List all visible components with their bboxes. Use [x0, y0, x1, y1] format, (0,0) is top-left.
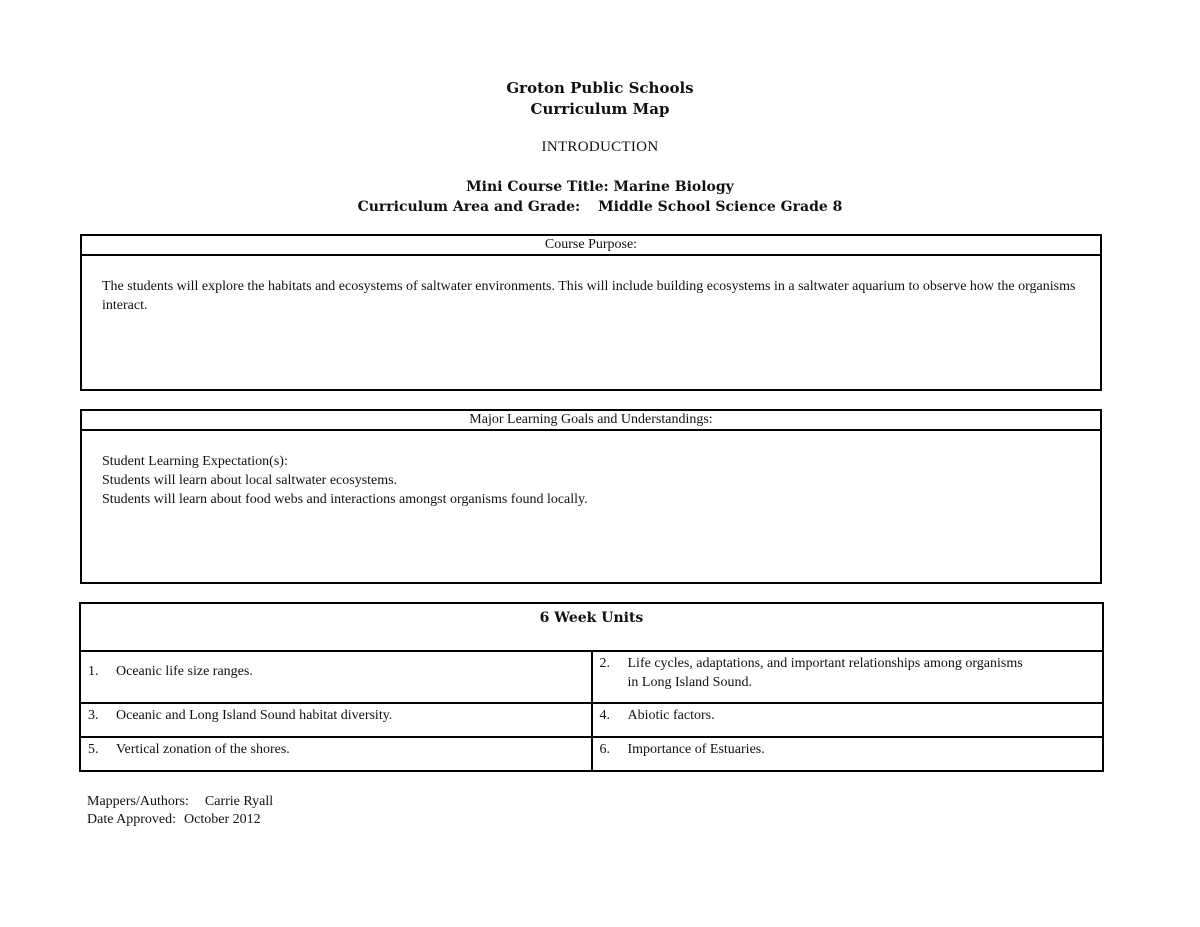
course-purpose-heading: Course Purpose:	[82, 236, 1100, 256]
units-heading: 6 Week Units	[80, 603, 1103, 651]
unit-number: 3.	[88, 708, 99, 723]
section-heading: INTRODUCTION	[541, 139, 659, 155]
units-table	[79, 602, 1104, 772]
unit-text: Importance of Estuaries.	[627, 742, 765, 757]
unit-cell	[80, 737, 592, 771]
unit-cell	[592, 703, 1104, 737]
unit-text: Oceanic life size ranges.	[116, 664, 253, 679]
course-purpose-box	[80, 234, 1102, 391]
unit-number: 2.	[599, 656, 610, 671]
goal-line: Students will learn about local saltwater ecosystems.	[102, 473, 398, 488]
learning-goals-box	[80, 409, 1102, 584]
unit-cell	[80, 703, 592, 737]
unit-number: 5.	[88, 742, 99, 757]
unit-text: Life cycles, adaptations, and important relationships among organisms in Long Island Sound.	[627, 656, 1023, 690]
unit-number: 1.	[88, 664, 99, 679]
authors-label: Mappers/Authors:	[87, 794, 189, 809]
authors-line	[87, 793, 273, 811]
learning-goals-body	[82, 431, 1100, 509]
document-footer	[87, 793, 273, 829]
unit-cell	[80, 651, 592, 703]
course-title: Mini Course Title: Marine Biology	[466, 179, 734, 195]
unit-text: Abiotic factors.	[627, 708, 715, 723]
curriculum-area-label: Curriculum Area and Grade:	[357, 199, 581, 215]
unit-cell	[592, 651, 1104, 703]
curriculum-area	[0, 197, 1200, 217]
date-approved-line	[87, 811, 273, 829]
unit-number: 4.	[599, 708, 610, 723]
authors-value: Carrie Ryall	[204, 794, 274, 809]
unit-number: 6.	[599, 742, 610, 757]
unit-text: Vertical zonation of the shores.	[116, 742, 290, 757]
goal-line: Students will learn about food webs and interactions amongst organisms found locally.	[102, 492, 588, 507]
curriculum-area-value: Middle School Science Grade 8	[598, 199, 843, 215]
date-approved-label: Date Approved:	[87, 812, 177, 827]
course-purpose-text: The students will explore the habitats and ecosystems of saltwater environments. This will include building ecosystems in a saltwater aquarium to observe how the organisms interact.	[102, 279, 1076, 313]
unit-text: Oceanic and Long Island Sound habitat diversity.	[116, 708, 393, 723]
date-approved-value: October 2012	[184, 812, 261, 827]
school-name: Groton Public Schools	[506, 79, 694, 97]
unit-cell	[592, 737, 1104, 771]
goal-line: Student Learning Expectation(s):	[102, 454, 288, 469]
document-title: Curriculum Map	[530, 100, 670, 118]
learning-goals-heading: Major Learning Goals and Understandings:	[82, 411, 1100, 431]
